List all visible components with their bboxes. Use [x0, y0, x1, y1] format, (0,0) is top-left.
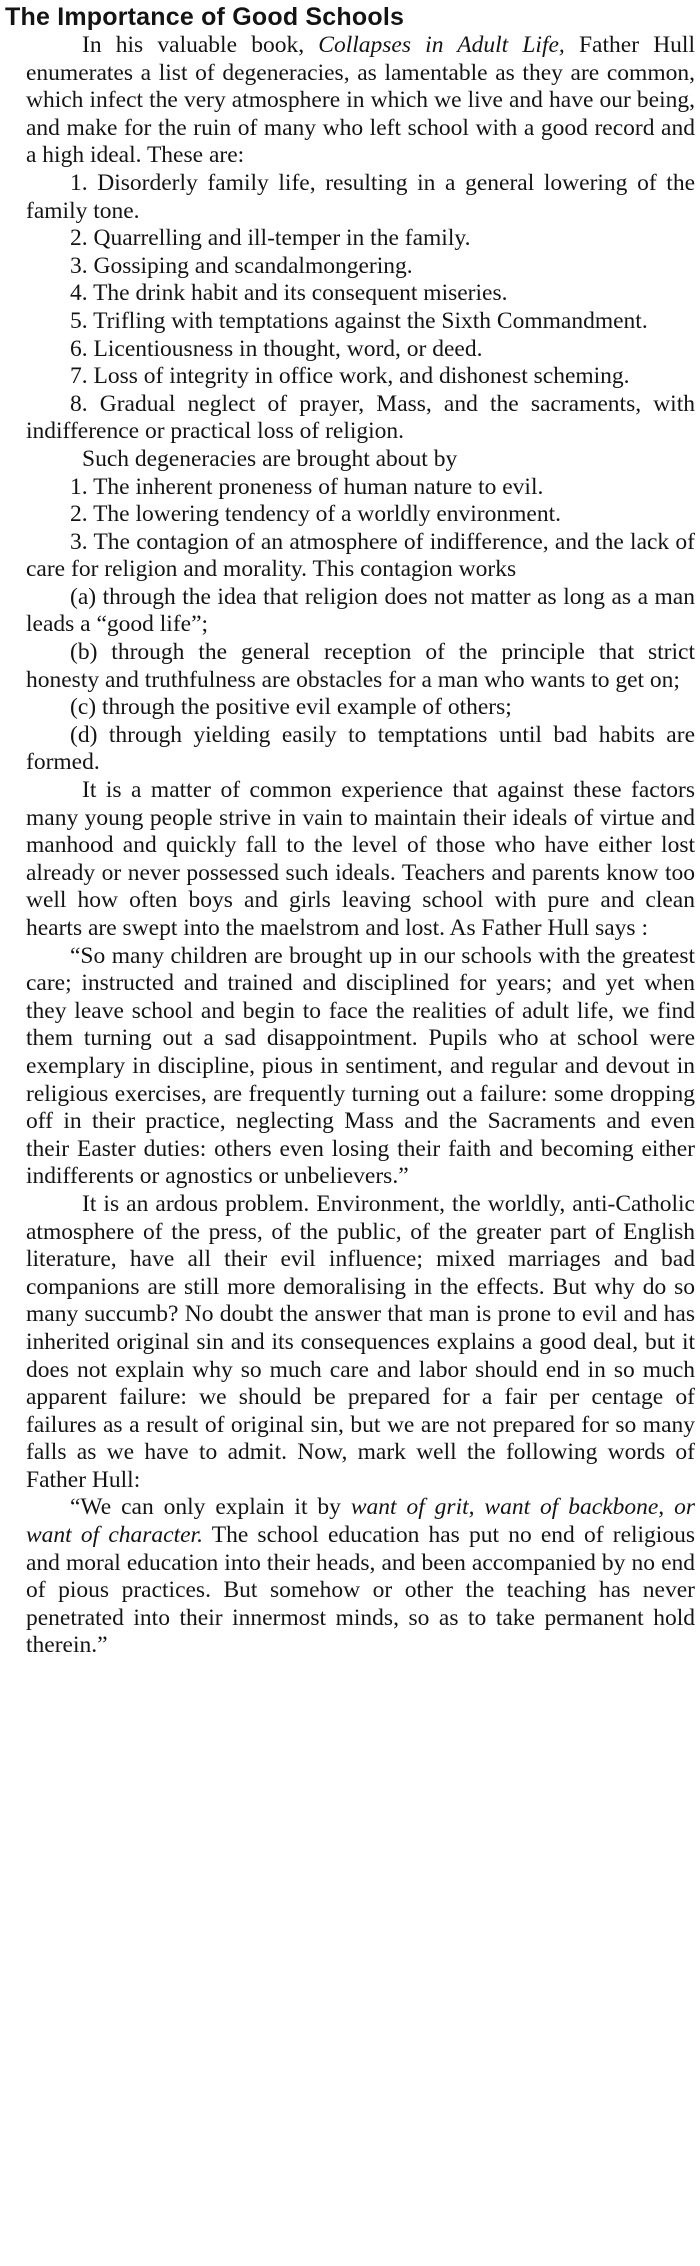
- experience-paragraph: It is a matter of common experience that against these factors many young people strive in vain to maintain their ideals of virtue and manhood and quickly fall to the level of those who have either lost already or never possessed such ideals. Teachers and parents know too well how often boys and girls leaving school with pure and clean hearts are swept into the maelstrom and lost. As Father Hull says :: [26, 777, 695, 941]
- degeneracy-item-1: 1. Disorderly family life, resulting in a general lowering of the family tone.: [26, 169, 695, 224]
- causes-intro: Such degeneracies are brought about by: [82, 445, 458, 472]
- degeneracy-item-4: 4. The drink habit and its consequent miseries.: [70, 280, 508, 307]
- contagion-way-d: (d) through yielding easily to temptations until bad habits are formed.: [26, 721, 695, 776]
- degeneracy-item-6: 6. Licentiousness in thought, word, or deed.: [70, 335, 483, 362]
- second-quote: [26, 1494, 695, 1660]
- article-title: The Importance of Good Schools: [5, 3, 405, 31]
- degeneracy-item-8: 8. Gradual neglect of prayer, Mass, and the sacraments, with indifference or practical loss of religion.: [26, 390, 695, 445]
- second-quote-rest: The school education has put no end of religious and moral education into their heads, and been accompanied by no end of pious practices. But somehow or other the teaching has never penetrated into their innermost minds, so as to take permanent hold therein.”: [26, 1522, 695, 1659]
- second-quote-italic: want of grit, want of backbone, or want of character.: [26, 1494, 696, 1549]
- book-title: Collapses in Adult Life,: [318, 32, 565, 58]
- contagion-way-a: (a) through the idea that religion does not matter as long as a man leads a “good life”;: [26, 583, 695, 638]
- degeneracy-item-5: 5. Trifling with temptations against the Sixth Commandment.: [70, 307, 648, 334]
- first-quote: “So many children are brought up in our schools with the greatest care; instructed and trained and disciplined for years; and yet when they leave school and begin to face the realities of adult life, we find them turning out a sad disappointment. Pupils who at school were exemplary in discipline, pious in sentiment, and regular and devout in religious exercises, are frequently turning out a failure: some dropping off in their practice, neglecting Mass and the Sacraments and even their Easter duties: others even losing their faith and becoming either indifferents or agnostics or unbelievers.”: [26, 942, 695, 1190]
- cause-item-3: 3. The contagion of an atmosphere of indifference, and the lack of care for religion and morality. This contagion works: [26, 528, 695, 583]
- second-quote-start: “We can only explain it by: [70, 1494, 351, 1521]
- intro-paragraph: [26, 32, 695, 170]
- degeneracy-item-7: 7. Loss of integrity in office work, and dishonest scheming.: [70, 363, 630, 390]
- intro-text-before-book: In his valuable book,: [82, 32, 319, 58]
- degeneracy-item-2: 2. Quarrelling and ill-temper in the family.: [70, 225, 471, 252]
- degeneracy-item-3: 3. Gossiping and scandalmongering.: [70, 252, 413, 279]
- contagion-way-c: (c) through the positive evil example of others;: [70, 694, 512, 721]
- problem-paragraph: It is an ardous problem. Environment, the worldly, anti-Catholic atmosphere of the press, of the public, of the greater part of English literature, have all their evil influence; mixed marriages and bad companions are still more demoralising in the effects. But why do so many succumb? No doubt the answer that man is prone to evil and has inherited original sin and its consequences explains a good deal, but it does not explain why so much care and labor should end in so much apparent failure: we should be prepared for a fair per centage of failures as a result of original sin, but we are not prepared for so many falls as we have to admit. Now, mark well the following words of Father Hull:: [26, 1190, 695, 1493]
- cause-item-2: 2. The lowering tendency of a worldly environment.: [70, 501, 561, 528]
- intro-text-after-book: Father Hull enumerates a list of degeneracies, as lamentable as they are common, which infect the very atmosphere in which we live and have our being, and make for the ruin of many who left school with a good record and a high ideal. These are:: [26, 32, 695, 169]
- contagion-way-b: (b) through the general reception of the principle that strict honesty and truthfulness are obstacles for a man who wants to get on;: [26, 639, 695, 693]
- cause-item-1: 1. The inherent proneness of human nature to evil.: [70, 473, 544, 500]
